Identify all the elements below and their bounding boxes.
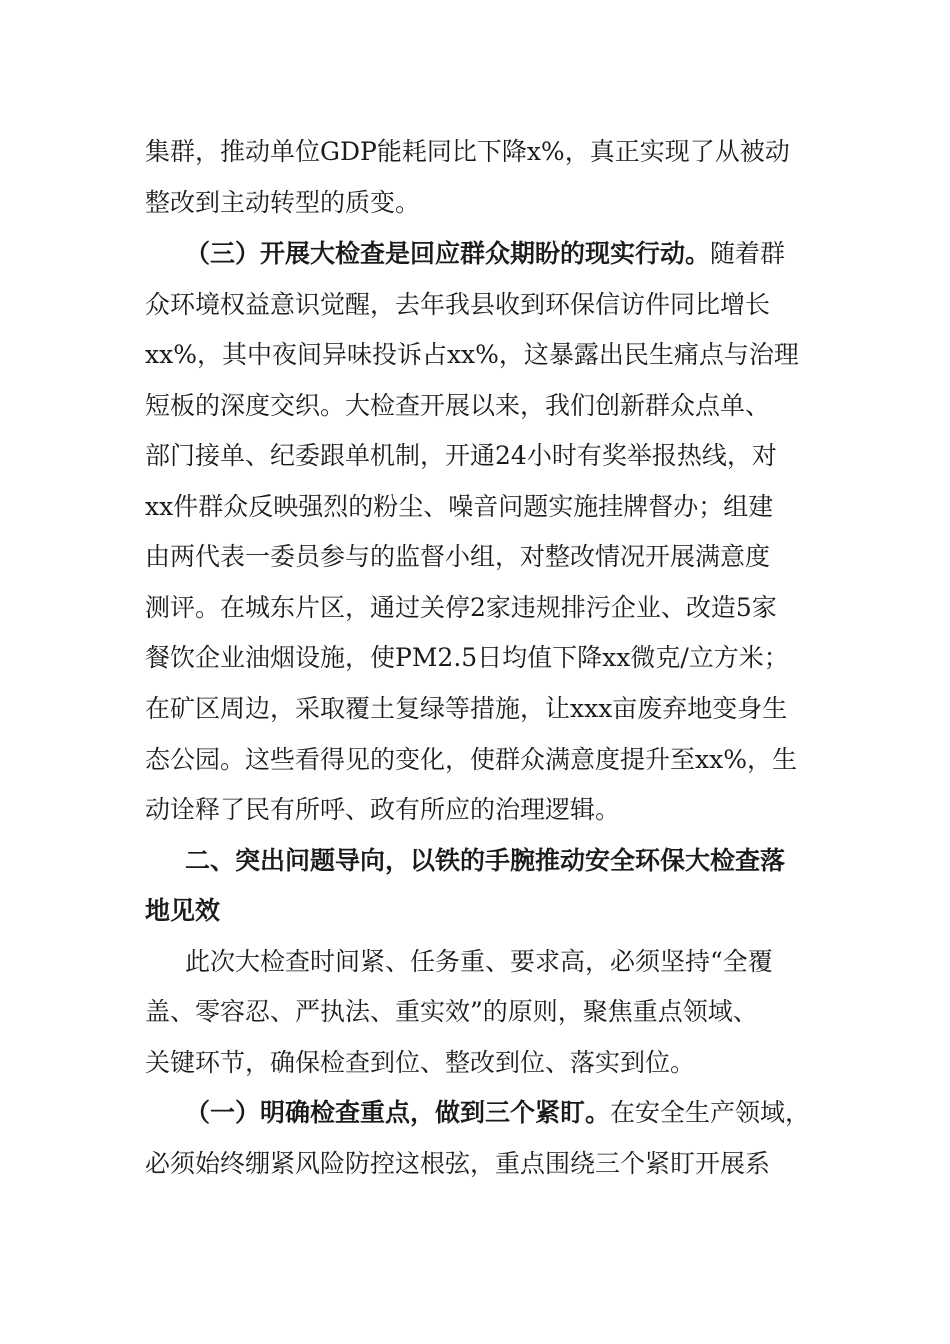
section-heading: [185, 844, 785, 878]
line-text: 必须始终绷紧风险防控这根弦，重点围绕三个紧盯开展系: [145, 1149, 771, 1178]
line-text: 众环境权益意识觉醒，去年我县收到环保信访件同比增长: [145, 290, 771, 319]
line-text: xx%，其中夜间异味投诉占xx%，这暴露出民生痛点与治理: [145, 340, 799, 369]
line-text: 部门接单、纪委跟单机制，开通24小时有奖举报热线，对: [145, 441, 777, 470]
line-text: 餐饮企业油烟设施，使PM2.5日均值下降xx微克/立方米；: [145, 643, 789, 672]
subheading-line: [185, 237, 785, 271]
paragraph-line: [145, 1147, 770, 1181]
line-text: 关键环节，确保检查到位、整改到位、落实到位。: [145, 1048, 696, 1077]
paragraph-line: [145, 692, 787, 726]
subheading-one: （一）明确检查重点，做到三个紧盯。: [185, 1098, 611, 1127]
paragraph-line: [145, 135, 790, 169]
paragraph-line: [145, 439, 777, 473]
line-text: 在安全生产领域，: [610, 1098, 811, 1127]
line-text: xx件群众反映强烈的粉尘、噪音问题实施挂牌督办；组建: [145, 492, 774, 521]
line-text: 此次大检查时间紧、任务重、要求高，必须坚持“全覆: [185, 947, 773, 976]
line-text: 盖、零容忍、严执法、重实效”的原则，聚焦重点领域、: [145, 997, 758, 1026]
line-text: 随着群: [710, 239, 786, 268]
line-text: 动诠释了民有所呼、政有所应的治理逻辑。: [145, 795, 621, 824]
paragraph-line: [145, 186, 420, 220]
section-heading-text: 地见效: [145, 896, 221, 925]
paragraph-line: [145, 641, 789, 675]
subheading-three: （三）开展大检查是回应群众期盼的现实行动。: [185, 239, 711, 268]
line-text: 短板的深度交织。大检查开展以来，我们创新群众点单、: [145, 391, 771, 420]
paragraph-line: [185, 945, 773, 979]
line-text: 整改到主动转型的质变。: [145, 188, 421, 217]
paragraph-line: [145, 338, 799, 372]
paragraph-line: [145, 288, 770, 322]
line-text: 在矿区周边，采取覆土复绿等措施，让xxx亩废弃地变身生: [145, 694, 788, 723]
paragraph-line: [145, 591, 777, 625]
paragraph-line: [145, 995, 758, 1029]
section-heading-continued: [145, 894, 220, 928]
section-heading-text: 二、突出问题导向，以铁的手腕推动安全环保大检查落: [185, 846, 786, 875]
paragraph-line: [145, 793, 620, 827]
paragraph-line: [145, 389, 770, 423]
paragraph-line: [145, 540, 770, 574]
subheading-line: [185, 1096, 810, 1130]
paragraph-line: [145, 1046, 695, 1080]
paragraph-line: [145, 490, 773, 524]
paragraph-line: [145, 743, 797, 777]
line-text: 态公园。这些看得见的变化，使群众满意度提升至xx%，生: [145, 745, 797, 774]
line-text: 集群，推动单位GDP能耗同比下降x%，真正实现了从被动: [145, 137, 790, 166]
line-text: 测评。在城东片区，通过关停2家违规排污企业、改造5家: [145, 593, 777, 622]
line-text: 由两代表一委员参与的监督小组，对整改情况开展满意度: [145, 542, 771, 571]
